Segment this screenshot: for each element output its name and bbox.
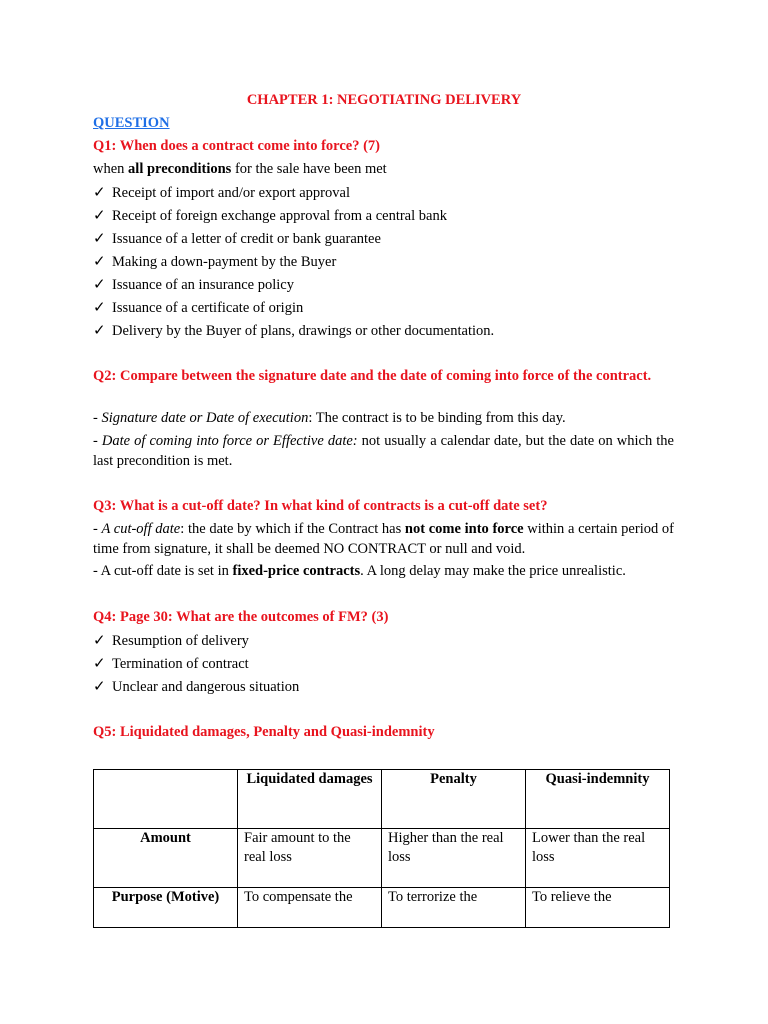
table-header-cell bbox=[94, 770, 238, 829]
q1-item: ✓ Delivery by the Buyer of plans, drawings or other documentation. bbox=[93, 321, 495, 339]
q3-cutoff-definition: - A cut-off date: the date by which if the Contract has not come into force within a certain period of time from signature, it shall be deemed NO CONTRACT or null and void. bbox=[93, 521, 674, 557]
check-icon: ✓ bbox=[93, 631, 106, 649]
q1-item: ✓ Issuance of a letter of credit or bank guarantee bbox=[93, 229, 381, 247]
table-row-label: Purpose (Motive) bbox=[94, 888, 238, 928]
question-link[interactable]: QUESTION bbox=[93, 115, 170, 131]
q1-item: ✓ Receipt of import and/or export approval bbox=[93, 183, 350, 201]
q1-intro: when all preconditions for the sale have been met bbox=[93, 161, 387, 177]
table-cell: To relieve the bbox=[526, 888, 670, 928]
check-icon: ✓ bbox=[93, 321, 106, 339]
check-icon: ✓ bbox=[93, 183, 106, 201]
chapter-title: CHAPTER 1: NEGOTIATING DELIVERY bbox=[246, 92, 522, 108]
q5-heading: Q5: Liquidated damages, Penalty and Quasi-indemnity bbox=[93, 724, 435, 740]
q3-fixed-price: - A cut-off date is set in fixed-price contracts. A long delay may make the price unrealistic. bbox=[93, 563, 626, 579]
q4-heading: Q4: Page 30: What are the outcomes of FM? (3) bbox=[93, 609, 389, 625]
q1-item: ✓ Receipt of foreign exchange approval from a central bank bbox=[93, 206, 447, 224]
q4-item: ✓ Unclear and dangerous situation bbox=[93, 677, 300, 695]
q3-heading: Q3: What is a cut-off date? In what kind of contracts is a cut-off date set? bbox=[93, 498, 548, 514]
check-icon: ✓ bbox=[93, 677, 106, 695]
table-header-cell: Penalty bbox=[382, 770, 526, 829]
table-cell: To compensate the bbox=[238, 888, 382, 928]
check-icon: ✓ bbox=[93, 252, 106, 270]
table-cell: Fair amount to the real loss bbox=[238, 829, 382, 888]
table-header-cell: Quasi-indemnity bbox=[526, 770, 670, 829]
table-row bbox=[94, 888, 670, 928]
table-header-cell: Liquidated damages bbox=[238, 770, 382, 829]
q2-signature-date: - Signature date or Date of execution: The contract is to be binding from this day. bbox=[93, 410, 566, 426]
q2-effective-date: - Date of coming into force or Effective date: not usually a calendar date, but the date on which the last precondition is met. bbox=[93, 433, 674, 469]
q1-item: ✓ Issuance of a certificate of origin bbox=[93, 298, 304, 316]
q1-item: ✓ Issuance of an insurance policy bbox=[93, 275, 294, 293]
q4-item: ✓ Resumption of delivery bbox=[93, 631, 249, 649]
table-cell: To terrorize the bbox=[382, 888, 526, 928]
q1-item: ✓ Making a down-payment by the Buyer bbox=[93, 252, 337, 270]
table-row-label: Amount bbox=[94, 829, 238, 888]
q1-heading: Q1: When does a contract come into force? (7) bbox=[93, 138, 380, 154]
check-icon: ✓ bbox=[93, 298, 106, 316]
table-cell: Higher than the real loss bbox=[382, 829, 526, 888]
q4-item: ✓ Termination of contract bbox=[93, 654, 249, 672]
check-icon: ✓ bbox=[93, 206, 106, 224]
check-icon: ✓ bbox=[93, 229, 106, 247]
table-header-row bbox=[94, 770, 670, 829]
table-cell: Lower than the real loss bbox=[526, 829, 670, 888]
damages-table bbox=[93, 769, 670, 928]
check-icon: ✓ bbox=[93, 275, 106, 293]
q2-heading: Q2: Compare between the signature date and the date of coming into force of the contract. bbox=[93, 368, 652, 384]
check-icon: ✓ bbox=[93, 654, 106, 672]
table-row bbox=[94, 829, 670, 888]
